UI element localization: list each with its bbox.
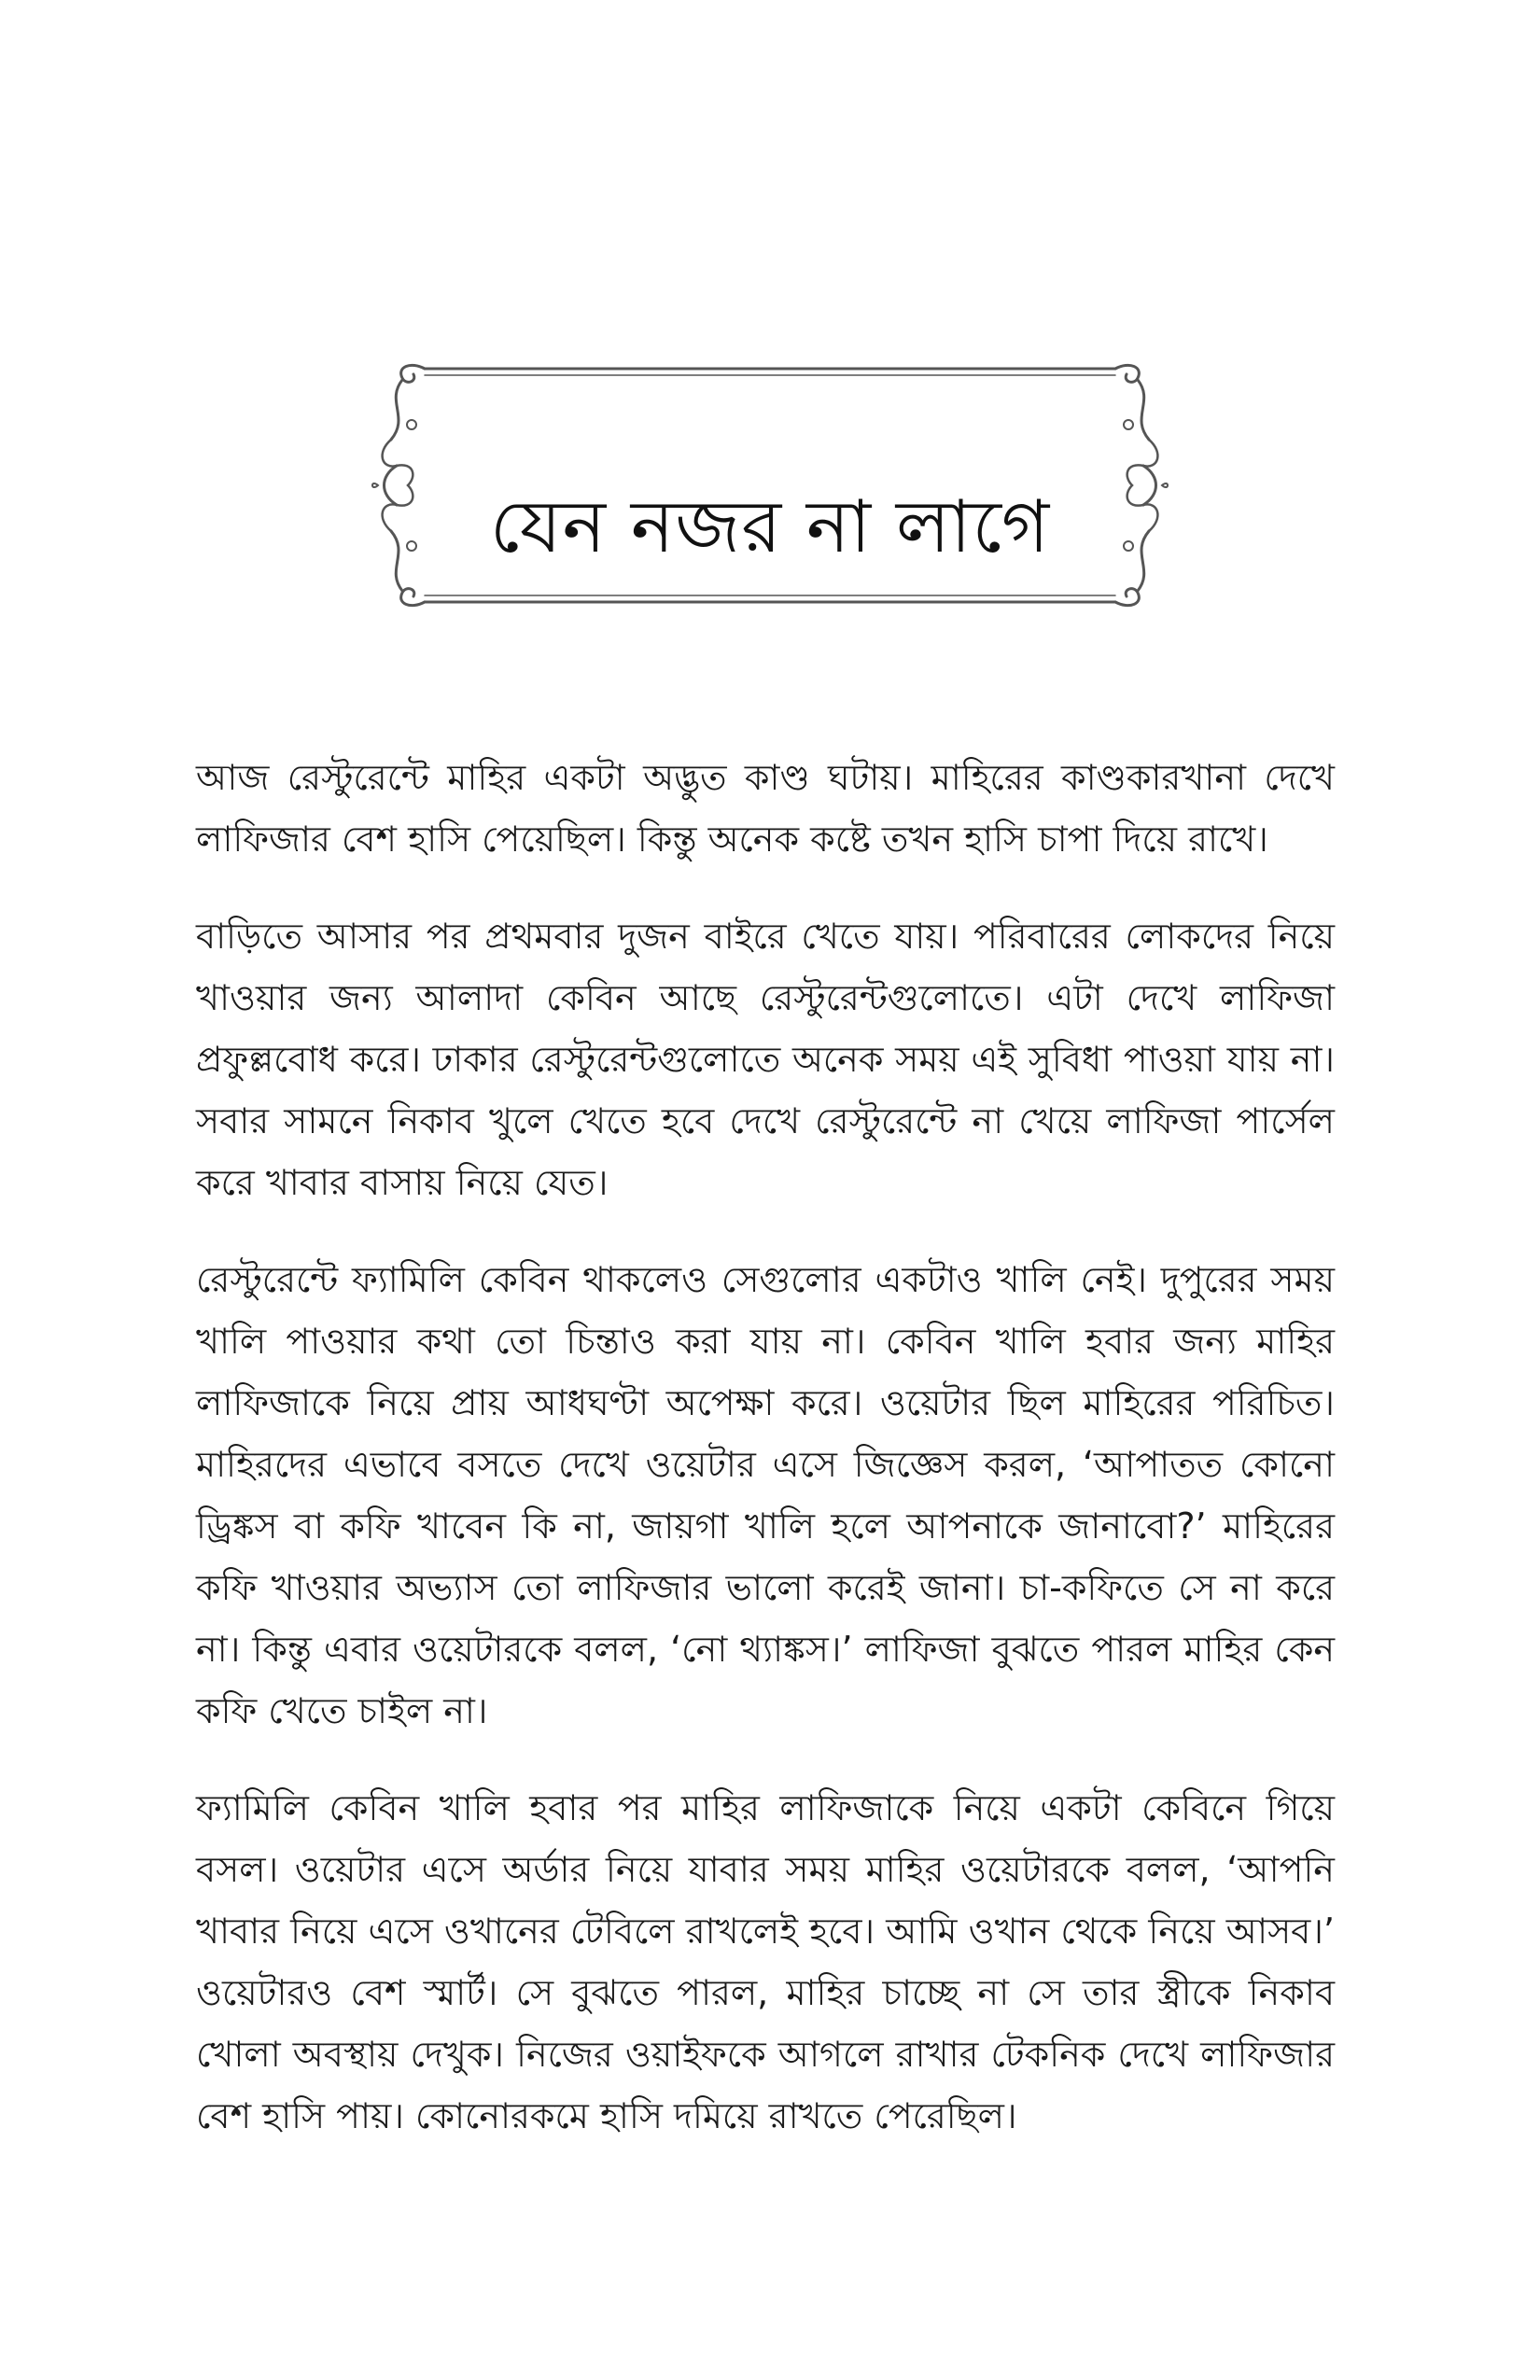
paragraph: বাড়িতে আসার পর প্রথমবার দুজন বাইরে খেতে যায়। পরিবারের লোকদের নিয়ে খাওয়ার জন্য আলাদা কেবিন আছে রেস্টুরেন্টগুলোতে। এটা দেখে লাফিজা প্রফুল্লবোধ করে। ঢাকার রেস্টুরেন্টগুলোতে অনেক সময় এই সুবিধা পাওয়া যায় না। সবার সামনে নিকাব খুলে খেতে হবে দেখে রেস্টুরেন্টে না খেয়ে লাফিজা পার্সেল করে খাবার বাসায় নিয়ে যেত।: [196, 916, 1335, 1203]
chapter-body: [196, 747, 1335, 2182]
chapter-title-frame: [369, 359, 1171, 611]
paragraph: রেস্টুরেন্টে ফ্যামিলি কেবিন থাকলেও সেগুলোর একটাও খালি নেই। দুপুরের সময় খালি পাওয়ার কথা তো চিন্তাও করা যায় না। কেবিন খালি হবার জন্য মাহির লাফিজাকে নিয়ে প্রায় আধঘণ্টা অপেক্ষা করে। ওয়েটার ছিল মাহিরের পরিচিত। মাহিরদের এভাবে বসতে দেখে ওয়েটার এসে জিজ্ঞেস করল, ‘আপাতত কোনো ড্রিঙ্কস বা কফি খাবেন কি না, জায়গা খালি হলে আপনাকে জানাবো?’ মাহিরের কফি খাওয়ার অভ্যাস তো লাফিজার ভালো করেই জানা। চা-কফিতে সে না করে না। কিন্তু এবার ওয়েটারকে বলল, ‘নো থ্যাঙ্কস।’ লাফিজা বুঝতে পারল মাহির কেন কফি খেতে চাইল না।: [196, 1259, 1335, 1731]
paragraph: ফ্যামিলি কেবিন খালি হবার পর মাহির লাফিজাকে নিয়ে একটা কেবিনে গিয়ে বসল। ওয়েটার এসে অর্ডার নিয়ে যাবার সময় মাহির ওয়েটারকে বলল, ‘আপনি খাবার নিয়ে এসে ওখানের টেবিলে রাখলেই হবে। আমি ওখান থেকে নিয়ে আসব।’ ওয়েটারও বেশ স্মার্ট। সে বুঝতে পারল, মাহির চাচ্ছে না সে তার স্ত্রীকে নিকাব খোলা অবস্থায় দেখুক। নিজের ওয়াইফকে আগলে রাখার টেকনিক দেখে লাফিজার বেশ হাসি পায়। কোনোরকমে হাসি দমিয়ে রাখতে পেরেছিল।: [196, 1787, 1335, 2136]
chapter-title: যেন নজর না লাগে: [489, 485, 1051, 570]
paragraph: আজ রেস্টুরেন্টে মাহির একটা অদ্ভুত কাণ্ড ঘটায়। মাহিরের কাণ্ডকারখানা দেখে লাফিজার বেশ হাসি পেয়েছিল। কিন্তু অনেক কষ্টে তখন হাসি চাপা দিয়ে রাখে।: [196, 757, 1335, 860]
